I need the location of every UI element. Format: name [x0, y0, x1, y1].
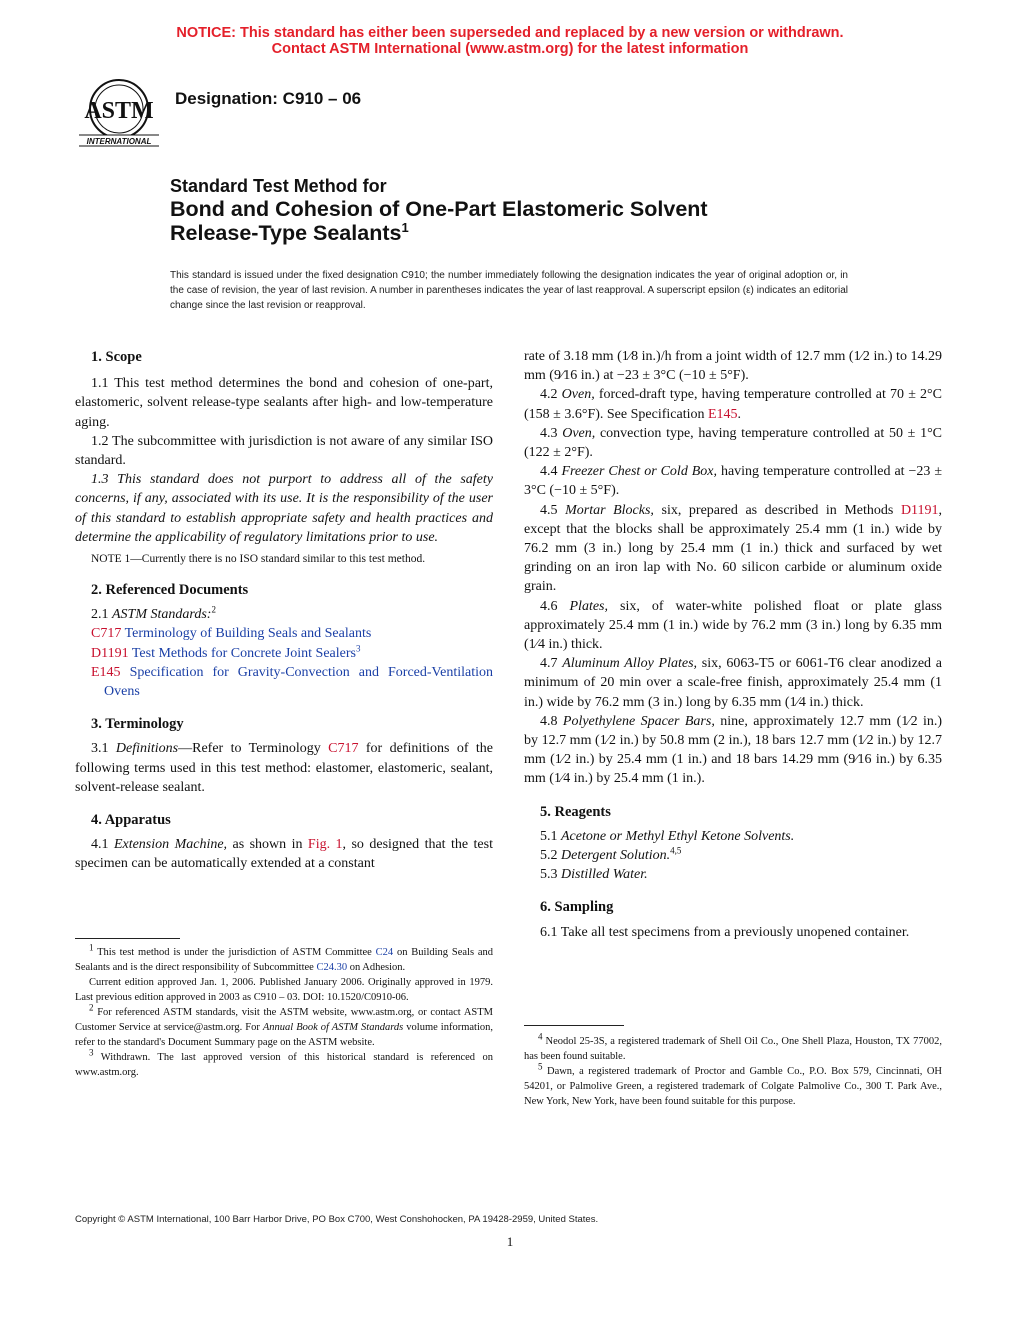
- notice-line-1: NOTICE: This standard has either been superseded and replaced by a new version or withdrawn.: [176, 25, 844, 41]
- paragraph-4-8: 4.8 Polyethylene Spacer Bars, nine, approximately 12.7 mm (1⁄2 in.) by 12.7 mm (1⁄2 in.) by 50.8 mm (2 in.), 18 bars 12.7 mm (1⁄2 in.) by 12.7 mm (1⁄2 in.) by 25.4 mm (1 in.) and 18 bars 14.29 mm (9⁄16 in.) by 6.35 mm (1⁄4 in.) by 25.4 mm (1 in.).: [524, 713, 943, 787]
- document-title: [170, 175, 870, 245]
- section-heading: 5. Reagents: [540, 803, 611, 820]
- paragraph-6-1: 6.1 Take all test specimens from a previously unopened container.: [540, 924, 910, 940]
- paragraph-5-1: 5.1 Acetone or Methyl Ethyl Ketone Solvents.: [540, 828, 795, 844]
- paragraph-1-2: 1.2 The subcommittee with jurisdiction is not aware of any similar ISO standard.: [75, 433, 493, 469]
- note-1: NOTE 1—Currently there is no ISO standard similar to this test method.: [91, 553, 426, 566]
- section-heading: 2. Referenced Documents: [91, 582, 249, 599]
- left-footnotes: [75, 942, 494, 1080]
- footnote-4: $^4$ Neodol 25-3S, a registered trademark of Shell Oil Co., One Shell Plaza, Houston, TX 77002, has been found suitable.: [524, 1031, 942, 1062]
- footnote-3: $^3$ Withdrawn. The last approved version of this historical standard is referenced on www.astm.org.: [75, 1047, 493, 1078]
- link-e145[interactable]: E145: [707, 406, 738, 422]
- section-heading: 4. Apparatus: [91, 812, 171, 829]
- link-c717[interactable]: C717: [328, 741, 359, 757]
- logo-word: ASTM: [84, 98, 154, 124]
- paragraph-4-2: 4.2 Oven, forced-draft type, having temperature controlled at 70 ± 2°C (158 ± 3.6°F). See Specification E145.: [524, 387, 942, 422]
- paragraph-4-6: 4.6 Plates, six, of water-white polished float or plate glass approximately 25.4 mm (1 in.) wide by 76.2 mm (3 in.) long by 6.35 mm (1⁄4 in.) thick.: [524, 598, 943, 653]
- paragraph-1-3: 1.3 This standard does not purport to address all of the safety concerns, if any, associated with its use. It is the responsibility of the user of this standard to establish appropriate safety and health practices and determine the applicability of regulatory limitations prior to use.: [75, 472, 493, 545]
- title-line-3: Release-Type Sealants$^1$: [170, 219, 409, 245]
- paragraph-3-1: 3.1 Definitions—Refer to Terminology C717 for definitions of the following terms used in this test method: elastomer, elastomeric, sealant, solvent-release sealant.: [75, 741, 494, 795]
- reference-d1191[interactable]: D1191 Test Methods for Concrete Joint Sealers$^3$: [91, 642, 361, 661]
- issuance-statement: This standard is issued under the fixed designation C910; the number immediately following the designation indicates the year of original adoption or, in the case of revision, the year of last revision. A number in parentheses indicates the year of last reapproval. A superscript epsilon (ε) indicates an editorial change since the last revision or reapproval.: [170, 270, 848, 311]
- logo-tag: INTERNATIONAL: [86, 137, 152, 146]
- right-footnotes: [524, 1031, 943, 1109]
- footnote-2: $^2$ For referenced ASTM standards, visit the ASTM website, www.astm.org, or contact ASTM Customer Service at service@astm.org. For Annual Book of ASTM Standards volume information, refer to the standard's Document Summary page on the ASTM website.: [75, 1002, 494, 1048]
- paragraph-4-1: 4.1 Extension Machine, as shown in Fig. 1, so designed that the test specimen can be automatically extended at a constant: [75, 837, 493, 872]
- section-heading: 3. Terminology: [91, 716, 184, 733]
- page-number: 1: [506, 1234, 514, 1249]
- withdrawal-notice: [0, 25, 1020, 57]
- footnote-1-edition: Current edition approved Jan. 1, 2006. Published January 2006. Originally approved in 1979. Last previous edition approved in 2003 as C910 – 03. DOI: 10.1520/C0910-06.: [75, 977, 493, 1003]
- footnote-5: $^5$ Dawn, a registered trademark of Proctor and Gamble Co., P.O. Box 579, Cincinnati, OH 54201, or Palmolive Green, a registered trademark of Colgate Palmolive Co., 300 T. Park Ave., New York, New York, have been found suitable for this purpose.: [524, 1061, 943, 1107]
- reference-c717[interactable]: C717 Terminology of Building Seals and Sealants: [91, 626, 372, 642]
- paragraph-4-4: 4.4 Freezer Chest or Cold Box, having temperature controlled at −23 ± 3°C (−10 ± 5°F).: [524, 464, 942, 499]
- footnote-1: $^1$ This test method is under the jurisdiction of ASTM Committee C24 on Building Seals and Sealants and is the direct responsibility of Subcommittee C24.30 on Adhesion.: [75, 942, 494, 973]
- left-column: [75, 348, 493, 874]
- paragraph-5-2: 5.2 Detergent Solution.$^{4,5}$: [540, 845, 682, 864]
- paragraph-5-3: 5.3 Distilled Water.: [540, 867, 648, 883]
- link-fig-1[interactable]: Fig. 1: [307, 837, 343, 853]
- paragraph-4-7: 4.7 Aluminum Alloy Plates, six, 6063-T5 or 6061-T6 clear anodized a minimum of 20 min over a scale-free finish, approximately 25.4 mm (1 in.) wide by 76.2 mm (3 in.) long by 6.35 mm (1⁄4 in.) thick.: [524, 656, 943, 710]
- section-heading: 6. Sampling: [540, 899, 614, 916]
- paragraph-4-3: 4.3 Oven, convection type, having temperature controlled at 50 ± 1°C (122 ± 2°F).: [524, 425, 942, 461]
- footnote-rule: [524, 1025, 624, 1026]
- reference-e145[interactable]: E145 Specification for Gravity-Convection and Forced-Ventilation Ovens: [91, 664, 493, 700]
- paragraph-4-5: 4.5 Mortar Blocks, six, prepared as described in Methods D1191, except that the blocks shall be approximately 25.4 mm (1 in.) wide by 76.2 mm (3 in.) long by 25.4 mm (1 in.) thick and surfaced by wet grinding on an iron lap with No. 60 silicon carbide or aluminum oxide grain.: [524, 502, 943, 595]
- astm-logo: [78, 76, 160, 150]
- title-line-1: Standard Test Method for: [170, 176, 387, 196]
- right-column: [524, 347, 942, 942]
- footnote-rule: [75, 938, 180, 939]
- section-heading: 1. Scope: [91, 349, 142, 365]
- link-d1191[interactable]: D1191: [900, 502, 939, 518]
- designation: Designation: C910 – 06: [175, 89, 362, 108]
- copyright-line: Copyright © ASTM International, 100 Barr Harbor Drive, PO Box C700, West Conshohocken, PA 19428-2959, United States.: [75, 1214, 599, 1225]
- paragraph-2-1: 2.1 ASTM Standards:$^2$: [91, 604, 216, 623]
- notice-line-2: Contact ASTM International (www.astm.org) for the latest information: [271, 41, 749, 57]
- paragraph-1-1: 1.1 This test method determines the bond and cohesion of one-part, elastomeric, solvent release-type sealants after high- and low-temperature aging.: [75, 376, 493, 430]
- paragraph-4-1-continued: rate of 3.18 mm (1⁄8 in.)/h from a joint width of 12.7 mm (1⁄2 in.) to 14.29 mm (9⁄16 in.) at −23 ± 3°C (−10 ± 5°F).: [524, 349, 942, 384]
- title-line-2: Bond and Cohesion of One-Part Elastomeric Solvent: [170, 197, 708, 221]
